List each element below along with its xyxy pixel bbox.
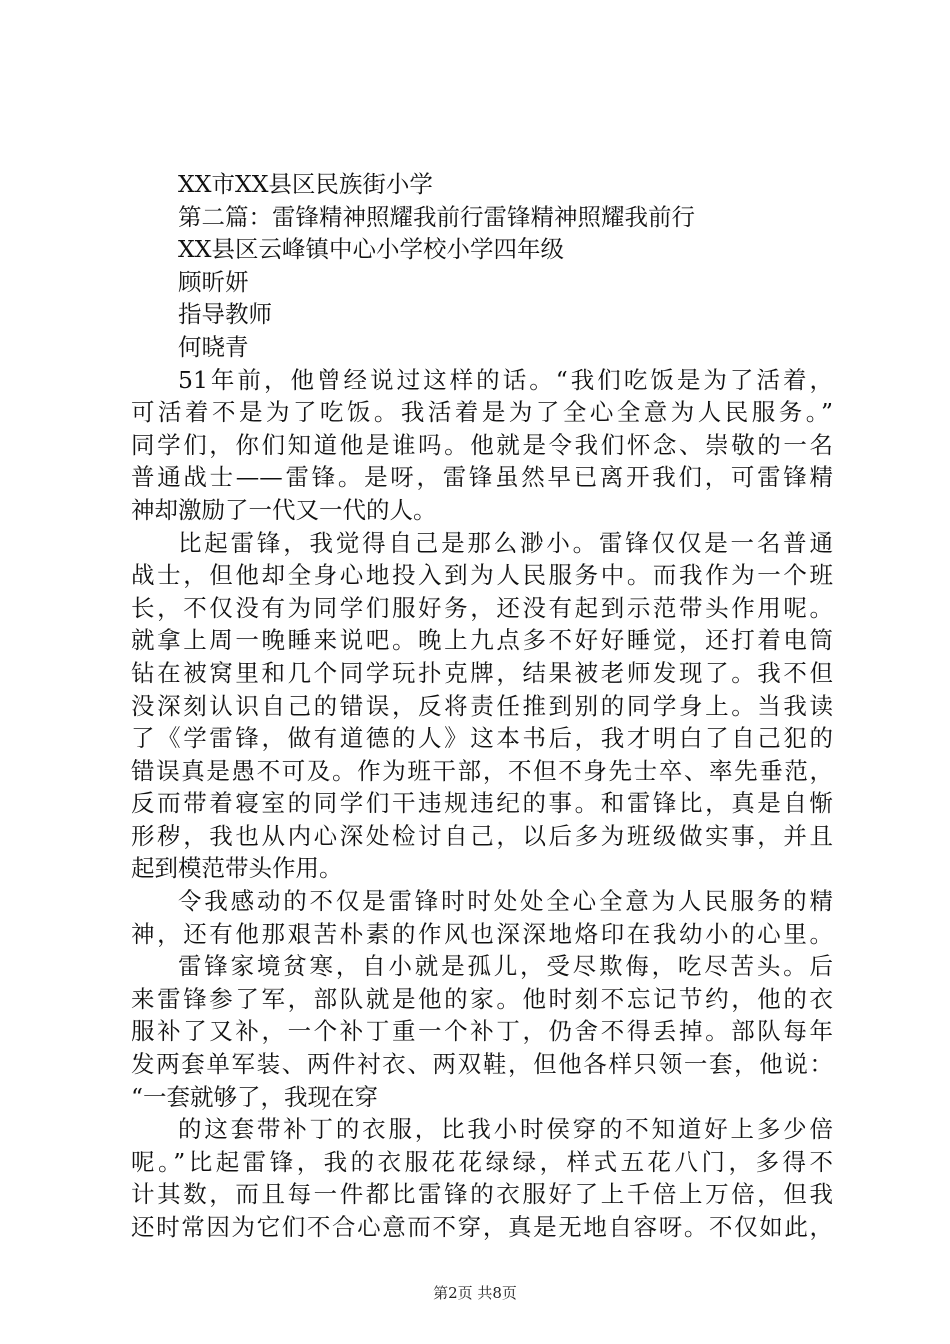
paragraph-line: 长，不仅没有为同学们服好务，还没有起到示范带头作用呢。 xyxy=(131,593,833,622)
paragraph-line: 的这套带补丁的衣服，比我小时侯穿的不知道好上多少倍 xyxy=(178,1115,833,1144)
author-school-line: XX县区云峰镇中心小学校小学四年级 xyxy=(178,235,564,264)
paragraph-line: 钻在被窝里和几个同学玩扑克牌，结果被老师发现了。我不但 xyxy=(131,658,833,687)
paragraph-line: 服补了又补，一个补丁重一个补丁，仍舍不得丢掉。部队每年 xyxy=(131,1017,833,1046)
author-name-line: 顾昕妍 xyxy=(178,267,249,296)
paragraph-line: 形秽，我也从内心深处检讨自己，以后多为班级做实事，并且 xyxy=(131,821,833,850)
advisor-name-line: 何晓青 xyxy=(178,332,249,361)
advisor-label-line: 指导教师 xyxy=(178,300,272,329)
paragraph-line: 可活着不是为了吃饭。我活着是为了全心全意为人民服务。” xyxy=(131,398,833,427)
paragraph-line: 同学们，你们知道他是谁吗。他就是令我们怀念、崇敬的一名 xyxy=(131,430,833,459)
paragraph-line: 神却激励了一代又一代的人。 xyxy=(131,495,437,524)
essay-title-line: 第二篇：雷锋精神照耀我前行雷锋精神照耀我前行 xyxy=(178,202,695,231)
paragraph-line: 起到模范带头作用。 xyxy=(131,854,343,883)
paragraph-line: 普通战士——雷锋。是呀，雷锋虽然早已离开我们，可雷锋精 xyxy=(131,463,833,492)
paragraph-line: 反而带着寝室的同学们干违规违纪的事。和雷锋比，真是自惭 xyxy=(131,789,833,818)
paragraph-line: 令我感动的不仅是雷锋时时处处全心全意为人民服务的精 xyxy=(178,887,833,916)
paragraph-line: 来雷锋参了军，部队就是他的家。他时刻不忘记节约，他的衣 xyxy=(131,984,833,1013)
paragraph-line: 计其数，而且每一件都比雷锋的衣服好了上千倍上万倍，但我 xyxy=(131,1180,833,1209)
paragraph-line: 发两套单军装、两件衬衣、两双鞋，但他各样只领一套，他说： xyxy=(131,1050,833,1079)
paragraph-line: 呢。”比起雷锋，我的衣服花花绿绿，样式五花八门，多得不 xyxy=(131,1147,833,1176)
paragraph-line: 神，还有他那艰苦朴素的作风也深深地烙印在我幼小的心里。 xyxy=(131,919,833,948)
paragraph-line: 了《学雷锋，做有道德的人》这本书后，我才明白了自己犯的 xyxy=(131,724,833,753)
paragraph-line: “一套就够了，我现在穿 xyxy=(131,1082,379,1111)
paragraph-line: 雷锋家境贫寒，自小就是孤儿，受尽欺侮，吃尽苦头。后 xyxy=(178,952,833,981)
paragraph-line: 战士，但他却全身心地投入到为人民服务中。而我作为一个班 xyxy=(131,561,833,590)
paragraph-line: 51年前，他曾经说过这样的话。“我们吃饭是为了活着， xyxy=(178,365,833,394)
paragraph-line: 比起雷锋，我觉得自己是那么渺小。雷锋仅仅是一名普通 xyxy=(178,528,833,557)
document-body xyxy=(131,168,833,1244)
paragraph-line: 没深刻认识自己的错误，反将责任推到别的同学身上。当我读 xyxy=(131,691,833,720)
page-number-footer: 第2页 共8页 xyxy=(433,1284,517,1302)
paragraph-line: 就拿上周一晚睡来说吧。晚上九点多不好好睡觉，还打着电筒 xyxy=(131,626,833,655)
paragraph-line: 错误真是愚不可及。作为班干部，不但不身先士卒、率先垂范， xyxy=(131,756,833,785)
paragraph-line: 还时常因为它们不合心意而不穿，真是无地自容呀。不仅如此， xyxy=(131,1213,833,1241)
school-name-line: XX市XX县区民族街小学 xyxy=(178,170,433,198)
